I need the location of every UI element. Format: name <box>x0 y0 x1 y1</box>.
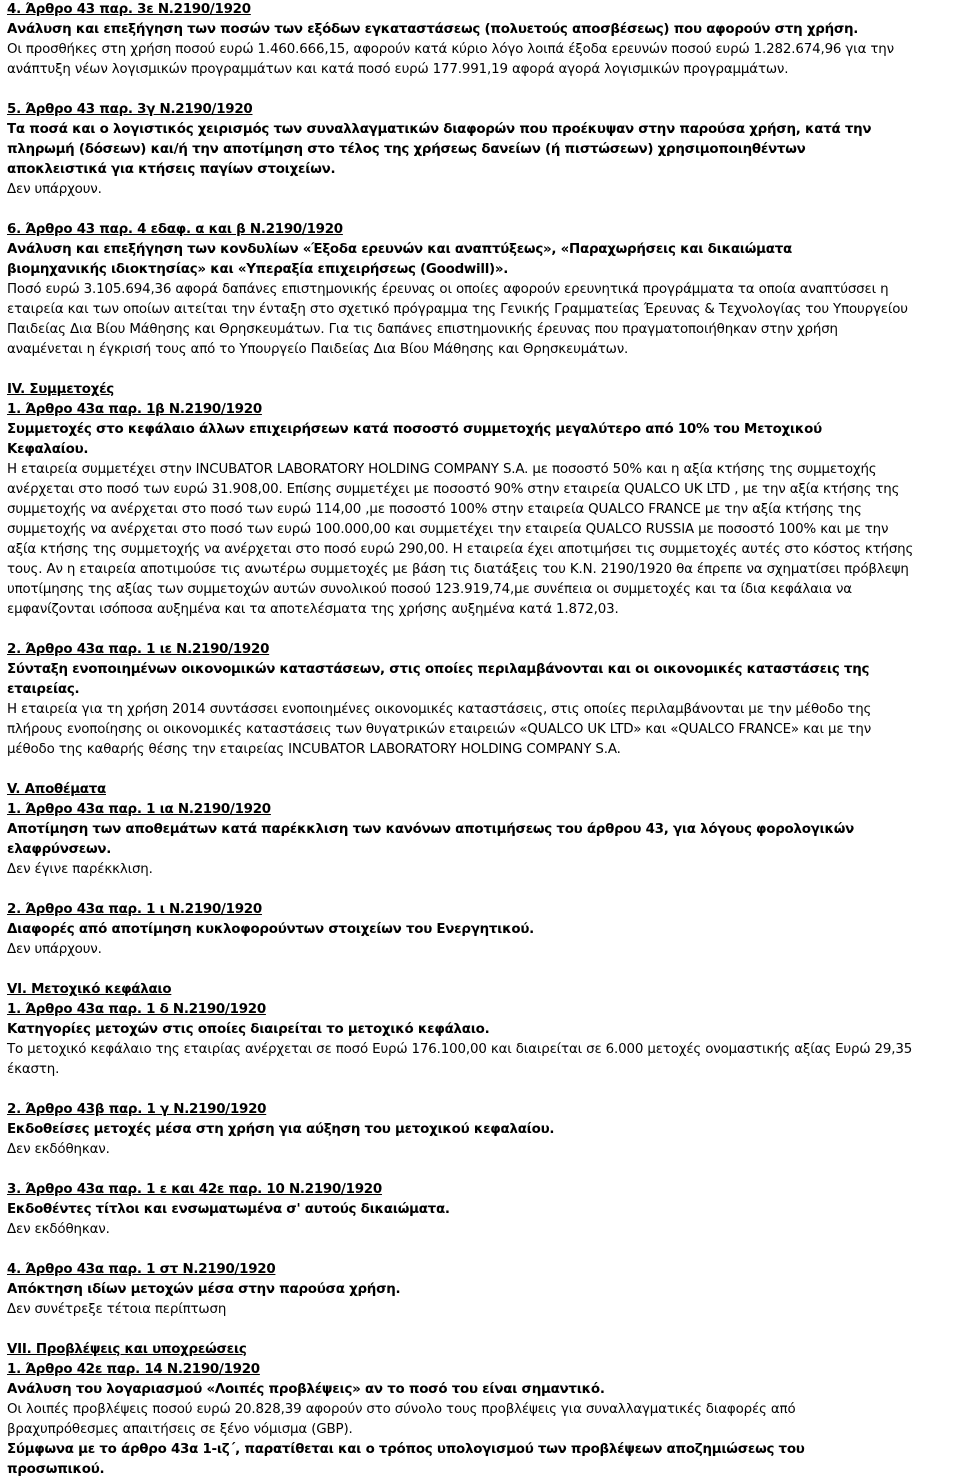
section-heading: 6. Άρθρο 43 παρ. 4 εδαφ. α και β Ν.2190/1920 <box>7 222 343 237</box>
section-sV <box>7 780 954 880</box>
body-text-line: μέθοδο της καθαρής θέσης την εταιρείας INCUBATOR LABORATORY HOLDING COMPANY S.A. <box>7 742 621 757</box>
section-sIV <box>7 380 954 620</box>
body-text-line: συμμετοχής να ανέρχεται στο ποσό των ευρώ 100.000,00 και συμμετέχει την εταιρεία QUALCO RUSSIA με ποσοστό 100% και με την <box>7 522 889 537</box>
section-title-line: Ανάλυση και επεξήγηση των ποσών των εξόδων εγκαταστάσεως (πολυετούς αποσβέσεως) που αφορούν στη χρήση. <box>7 22 859 37</box>
section-title-line: Απόκτηση ιδίων μετοχών μέσα στην παρούσα χρήση. <box>7 1282 401 1297</box>
section-heading: 2. Άρθρο 43α παρ. 1 ι Ν.2190/1920 <box>7 902 262 917</box>
section-sV2 <box>7 900 954 960</box>
body-text-line: υποτίμησης της αξίας των συμμετοχών αυτών συνολικού ποσού 123.919,74,με συνέπεια οι συμμετοχές και τα ίδια κεφάλαια να <box>7 582 852 597</box>
body-text-line: Δεν υπάρχουν. <box>7 942 102 957</box>
section-sVI4 <box>7 1260 954 1320</box>
section-sVI2 <box>7 1100 954 1160</box>
body-text-line: Δεν εκδόθηκαν. <box>7 1142 110 1157</box>
body-text-line: αξία κτήσης της συμμετοχής να ανέρχεται στο ποσό ευρώ 290,00. Η εταιρεία έχει αποτιμήσει τις συμμετοχές αυτές στο κόστος κτήσης <box>7 542 914 557</box>
section-title-line: Συμμετοχές στο κεφάλαιο άλλων επιχειρήσεων κατά ποσοστό συμμετοχής μεγαλύτερο από 10% του Μετοχικού <box>7 422 822 437</box>
section-heading: V. Αποθέματα <box>7 782 106 797</box>
section-heading: 1. Άρθρο 43α παρ. 1 ια Ν.2190/1920 <box>7 802 271 817</box>
section-heading: 4. Άρθρο 43α παρ. 1 στ Ν.2190/1920 <box>7 1262 276 1277</box>
body-text-line: πλήρους ενοποίησης οι οικονομικές καταστάσεις των θυγατρικών εταιρειών «QUALCO UK LTD» και «QUALCO FRANCE» και με την <box>7 722 872 737</box>
section-spacer <box>7 880 954 900</box>
section-title-line: πληρωμή (δόσεων) και/ή την αποτίμηση στο τέλος της χρήσεως δανείων (ή πιστώσεων) χρησιμοποιηθέντων <box>7 142 806 157</box>
body-text-line: Οι προσθήκες στη χρήση ποσού ευρώ 1.460.666,15, αφορούν κατά κύριο λόγο λοιπά έξοδα ερευνών ποσού ευρώ 1.282.674,96 για την <box>7 42 894 57</box>
section-s5 <box>7 100 954 200</box>
body-text-line: Ποσό ευρώ 3.105.694,36 αφορά δαπάνες επιστημονικής έρευνας οι οποίες αφορούν ερευνητικά προγράμματα τα οποία αναπτύσσει η <box>7 282 889 297</box>
section-title-line: Διαφορές από αποτίμηση κυκλοφορούντων στοιχείων του Ενεργητικού. <box>7 922 534 937</box>
body-text-line: συμμετοχής να ανέρχεται στο ποσό των ευρώ 114,00 ,με ποσοστό 100% στην εταιρεία QUALCO FRANCE με την αξία κτήσης της <box>7 502 862 517</box>
body-text-line: Δεν συνέτρεξε τέτοια περίπτωση <box>7 1302 227 1317</box>
body-text-line: Οι λοιπές προβλέψεις ποσού ευρώ 20.828,39 αφορούν στο σύνολο τους προβλέψεις για συναλλαγματικές διαφορές από <box>7 1402 796 1417</box>
body-text-line: εταιρεία και των οποίων αιτείται την ένταξη στο σχετικό πρόγραμμα της Γενικής Γραμματείας Έρευνας & Τεχνολογίας του Υπουργείου <box>7 302 908 317</box>
section-title-line: Εκδοθέντες τίτλοι και ενσωματωμένα σ' αυτούς δικαιώματα. <box>7 1202 450 1217</box>
section-spacer <box>7 1240 954 1260</box>
section-title-line: Κεφαλαίου. <box>7 442 89 457</box>
section-sVII <box>7 1340 954 1480</box>
section-heading: 1. Άρθρο 43α παρ. 1β Ν.2190/1920 <box>7 402 262 417</box>
section-heading: VI. Μετοχικό κεφάλαιο <box>7 982 172 997</box>
body-text-line: Το μετοχικό κεφάλαιο της εταιρίας ανέρχεται σε ποσό Ευρώ 176.100,00 και διαιρείται σε 6.000 μετοχές ονομαστικής αξίας Ευρώ 29,35 <box>7 1042 913 1057</box>
body-text-line: Δεν εκδόθηκαν. <box>7 1222 110 1237</box>
body-text-line: τους. Αν η εταιρεία αποτιμούσε τις ανωτέρω συμμετοχές με βάση τις διατάξεις του Κ.Ν. 2190/1920 θα έπρεπε να σχηματίσει πρόβλεψη <box>7 562 909 577</box>
section-title-line: εταιρείας. <box>7 682 80 697</box>
body-text-line: έκαστη. <box>7 1062 60 1077</box>
section-spacer <box>7 620 954 640</box>
section-sVI3 <box>7 1180 954 1240</box>
section-title-line: Εκδοθείσες μετοχές μέσα στη χρήση για αύξηση του μετοχικού κεφαλαίου. <box>7 1122 555 1137</box>
section-heading: 5. Άρθρο 43 παρ. 3γ Ν.2190/1920 <box>7 102 253 117</box>
body-text-line: Η εταιρεία συμμετέχει στην INCUBATOR LABORATORY HOLDING COMPANY S.A. με ποσοστό 50% και η αξία κτήσης της συμμετοχής <box>7 462 877 477</box>
section-title-line: Ανάλυση του λογαριασμού «Λοιπές προβλέψεις» αν το ποσό του είναι σημαντικό. <box>7 1382 605 1397</box>
body-text-line: Η εταιρεία για τη χρήση 2014 συντάσσει ενοποιημένες οικονομικές καταστάσεις, στις οποίες περιλαμβάνονται με την μέθοδο της <box>7 702 872 717</box>
section-title-line: προσωπικού. <box>7 1462 105 1477</box>
section-s4 <box>7 0 954 80</box>
section-title-line: Σύμφωνα με το άρθρο 43α 1-ιζ΄, παρατίθεται και ο τρόπος υπολογισμού των προβλέψεων αποζημιώσεως του <box>7 1442 805 1457</box>
body-text-line: Δεν υπάρχουν. <box>7 182 102 197</box>
section-heading: 1. Άρθρο 42ε παρ. 14 Ν.2190/1920 <box>7 1362 260 1377</box>
section-heading: 1. Άρθρο 43α παρ. 1 δ Ν.2190/1920 <box>7 1002 266 1017</box>
body-text-line: ανάπτυξη νέων λογισμικών προγραμμάτων και κατά ποσό ευρώ 177.991,19 αφορά αγορά λογισμικών προγραμμάτων. <box>7 62 789 77</box>
section-title-line: Ανάλυση και επεξήγηση των κονδυλίων «Έξοδα ερευνών και αναπτύξεως», «Παραχωρήσεις και δικαιώματα <box>7 242 792 257</box>
section-sVI <box>7 980 954 1080</box>
body-text-line: βραχυπρόθεσμες απαιτήσεις σε ξένο νόμισμα (GBP). <box>7 1422 353 1437</box>
section-spacer <box>7 1160 954 1180</box>
section-heading: VII. Προβλέψεις και υποχρεώσεις <box>7 1342 247 1357</box>
section-spacer <box>7 360 954 380</box>
section-title-line: Κατηγορίες μετοχών στις οποίες διαιρείται το μετοχικό κεφάλαιο. <box>7 1022 490 1037</box>
section-sIV2 <box>7 640 954 760</box>
section-spacer <box>7 200 954 220</box>
body-text-line: εμφανίζονται ισόποσα αυξημένα και τα αποτελέσματα της χρήσης αυξημένα κατά 1.872,03. <box>7 602 619 617</box>
section-title-line: Τα ποσά και ο λογιστικός χειρισμός των συναλλαγματικών διαφορών που προέκυψαν στην παρούσα χρήση, κατά την <box>7 122 872 137</box>
section-title-line: βιομηχανικής ιδιοκτησίας» και «Υπεραξία επιχειρήσεως (Goodwill)». <box>7 262 509 277</box>
section-heading: 4. Άρθρο 43 παρ. 3ε Ν.2190/1920 <box>7 2 251 17</box>
body-text-line: αναμένεται η έγκρισή τους από το Υπουργείο Παιδείας Δια Βίου Μάθησης και Θρησκευμάτων. <box>7 342 629 357</box>
section-spacer <box>7 1320 954 1340</box>
section-heading: 2. Άρθρο 43β παρ. 1 γ Ν.2190/1920 <box>7 1102 267 1117</box>
section-heading: 3. Άρθρο 43α παρ. 1 ε και 42ε παρ. 10 Ν.2190/1920 <box>7 1182 382 1197</box>
section-spacer <box>7 760 954 780</box>
section-heading: 2. Άρθρο 43α παρ. 1 ιε Ν.2190/1920 <box>7 642 270 657</box>
section-spacer <box>7 1080 954 1100</box>
section-title-line: Σύνταξη ενοποιημένων οικονομικών καταστάσεων, στις οποίες περιλαμβάνονται και οι οικονομικές καταστάσεις της <box>7 662 870 677</box>
body-text-line: Παιδείας Δια Βίου Μάθησης και Θρησκευμάτων. Για τις δαπάνες επιστημονικής έρευνας που πραγματοποιήθηκαν στην χρήση <box>7 322 838 337</box>
section-title-line: αποκλειστικά για κτήσεις παγίων στοιχείων. <box>7 162 336 177</box>
section-spacer <box>7 80 954 100</box>
section-title-line: ελαφρύνσεων. <box>7 842 112 857</box>
section-spacer <box>7 960 954 980</box>
section-s6 <box>7 220 954 360</box>
body-text-line: ανέρχεται στο ποσό των ευρώ 31.908,00. Επίσης συμμετέχει με ποσοστό 90% στην εταιρεία QUALCO UK LTD , με την αξία κτήσης της <box>7 482 900 497</box>
section-heading: IV. Συμμετοχές <box>7 382 114 397</box>
body-text-line: Δεν έγινε παρέκκλιση. <box>7 862 153 877</box>
section-title-line: Αποτίμηση των αποθεμάτων κατά παρέκκλιση των κανόνων αποτιμήσεως του άρθρου 43, για λόγους φορολογικών <box>7 822 855 837</box>
